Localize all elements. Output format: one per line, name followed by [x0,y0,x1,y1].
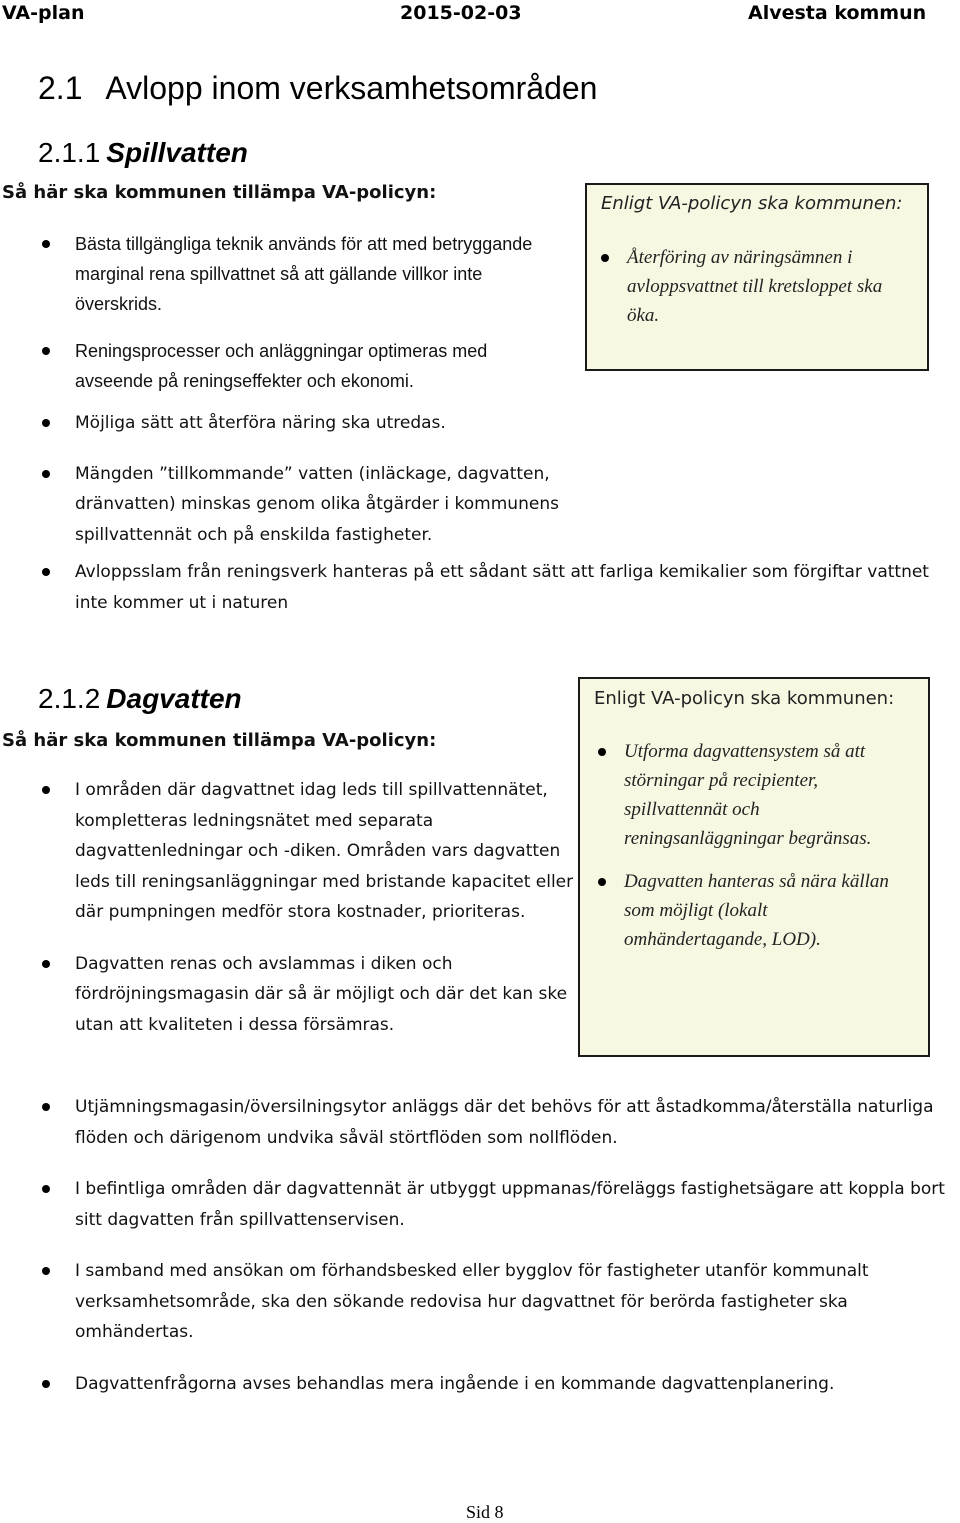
policy-box-list [587,243,917,330]
subsection-heading-spillvatten [38,137,248,169]
list-item: I områden där dagvattnet idag leds till spillvattennätet, kompletteras ledningsnätet med separata dagvattenledningar och -diken. Områden vars dagvatten leds till reningsanläggningar med bristande kapacitet eller där pumpningen medför stora kostnader, prioriteras. [38,775,578,928]
header-left: VA-plan [2,2,85,24]
policy-box-dagvatten [578,677,930,1057]
dagvatten-list-b [38,1092,960,1399]
list-item: Möjliga sätt att återföra näring ska utredas. [38,408,578,439]
section-heading [38,70,597,107]
policy-lead: Så här ska kommunen tillämpa VA-policyn: [2,730,437,751]
list-item: Dagvatten renas och avslammas i diken och fördröjningsmagasin där så är möjligt och där det kan ske utan att kvaliteten i dessa försämras. [38,949,578,1041]
policy-lead: Så här ska kommunen tillämpa VA-policyn: [2,182,437,203]
list-item: Dagvattenfrågorna avses behandlas mera ingående i en kommande dagvattenplanering. [38,1369,960,1400]
subsection-number: 2.1.2 [38,683,101,714]
subsection-title: Dagvatten [106,683,242,714]
spillvatten-list-b [38,408,578,550]
subsection-number: 2.1.1 [38,137,101,168]
list-item: I befintliga områden där dagvattennät är utbyggt uppmanas/föreläggs fastighetsägare att koppla bort sitt dagvatten från spillvattenservisen. [38,1174,960,1235]
list-item: Mängden ”tillkommande” vatten (inläckage, dagvatten, dränvatten) minskas genom olika åtgärder i kommunens spillvattennät och på enskilda fastigheter. [38,459,578,551]
spillvatten-list-a [38,229,568,396]
policy-box-item: Dagvatten hanteras så nära källan som möjligt (lokalt omhändertagande, LOD). [584,867,914,954]
policy-box-list [584,737,914,954]
policy-box-spillvatten [585,183,929,371]
dagvatten-list-a [38,775,578,1040]
subsection-heading-dagvatten [38,683,242,715]
list-item: Bästa tillgängliga teknik används för att med betryggande marginal rena spillvattnet så att gällande villkor inte överskrids. [38,229,568,319]
list-item: Reningsprocesser och anläggningar optimeras med avseende på reningseffekter och ekonomi. [38,336,568,396]
section-title: Avlopp inom verksamhetsområden [105,70,598,106]
policy-box-title: Enligt VA-policyn ska kommunen: [594,688,895,709]
header-date: 2015-02-03 [400,2,522,24]
list-item: I samband med ansökan om förhandsbesked eller bygglov för fastigheter utanför kommunalt verksamhetsområde, ska den sökande redovisa hur dagvattnet för berörda fastigheter ska omhändertas. [38,1256,960,1348]
policy-box-item: Återföring av näringsämnen i avloppsvattnet till kretsloppet ska öka. [587,243,917,330]
subsection-title: Spillvatten [106,137,248,168]
page-number: Sid 8 [466,1502,504,1522]
policy-box-item: Utforma dagvattensystem så att störningar på recipienter, spillvattennät och reningsanläggningar begränsas. [584,737,914,853]
spillvatten-list-c [38,557,960,618]
policy-box-title: Enligt VA-policyn ska kommunen: [601,193,903,214]
list-item: Utjämningsmagasin/översilningsytor anläggs där det behövs för att åstadkomma/återställa naturliga flöden och därigenom undvika såväl störtflöden som nollflöden. [38,1092,960,1153]
header-right: Alvesta kommun [748,2,927,24]
list-item: Avloppsslam från reningsverk hanteras på ett sådant sätt att farliga kemikalier som förgiftar vattnet inte kommer ut i naturen [38,557,960,618]
section-number: 2.1 [38,70,83,106]
